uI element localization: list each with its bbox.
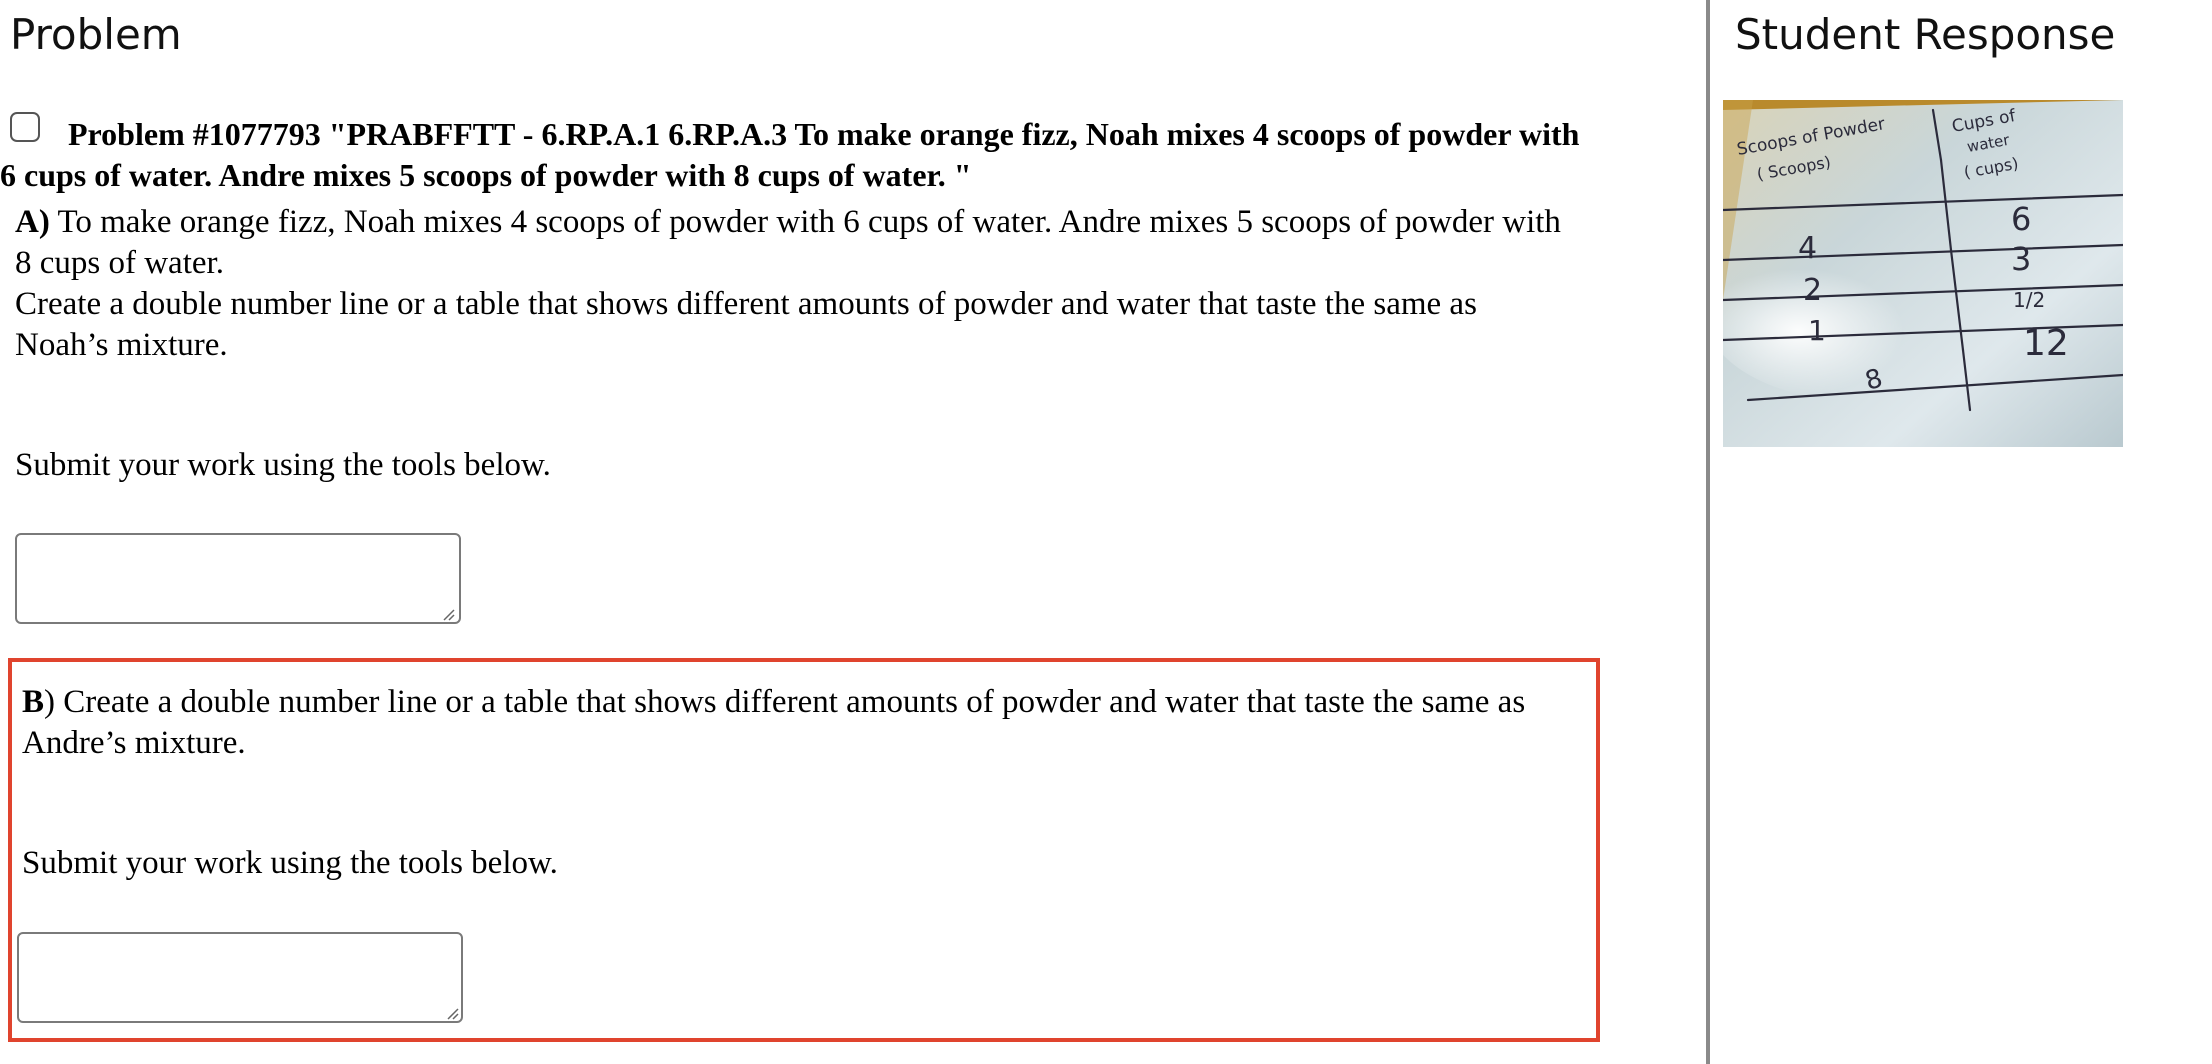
col2-header-line3: ( cups) (1962, 153, 2020, 182)
row2-scoops: 2 (1803, 273, 1823, 308)
part-a-paragraph-1 (15, 202, 1575, 284)
part-a-label: A) (15, 204, 50, 240)
part-b-highlight-box (8, 658, 1600, 1042)
handwritten-table-photo (1723, 100, 2123, 447)
col1-header-line2: ( Scoops) (1755, 152, 1833, 184)
part-a-text-1: To make orange fizz, Noah mixes 4 scoops of powder with 6 cups of water. Andre mixes 5 scoops of powder with 8 cups of water. (15, 204, 1561, 281)
row1-cups: 6 (2011, 200, 2032, 238)
part-a-text-2: Create a double number line or a table that shows different amounts of powder and water that taste the same as Noah’s mixture. (15, 286, 1477, 363)
part-a-resize-handle-icon[interactable] (441, 607, 455, 621)
row3-cups: 1/2 (2013, 288, 2046, 312)
col1-header-line1: Scoops of Powder (1735, 114, 1887, 160)
col2-header-line1: Cups of (1950, 106, 2017, 137)
part-a-submit-instructions (15, 445, 1575, 486)
part-b-answer-input[interactable] (17, 932, 463, 1023)
student-response-photo[interactable] (1723, 100, 2123, 447)
part-b-submit-text: Submit your work using the tools below. (22, 845, 558, 881)
student-response-panel (1710, 0, 2212, 1064)
part-a-prompt (15, 202, 1575, 366)
part-b-paragraph (22, 682, 1592, 764)
row2-cups: 3 (2011, 240, 2032, 278)
part-b-text: ) Create a double number line or a table that shows different amounts of powder and water that taste the same as Andre’s mixture. (22, 684, 1526, 761)
part-a-answer-input[interactable] (15, 533, 461, 624)
part-b-prompt (22, 682, 1592, 764)
problem-panel-heading: Problem (10, 10, 182, 59)
row4-scoops: 8 (1862, 363, 1886, 397)
col2-header-line2: water (1965, 130, 2011, 156)
student-response-heading: Student Response (1735, 10, 2116, 59)
part-b-submit-instructions (22, 843, 1592, 884)
part-b-label: B (22, 684, 45, 720)
row3-scoops: 1 (1808, 314, 1826, 347)
row1-scoops: 4 (1798, 231, 1818, 266)
problem-title: Problem #1077793 "PRABFFTT - 6.RP.A.1 6.RP.A.3 To make orange fizz, Noah mixes 4 scoops of powder with 6 cups of water. Andre mixes 5 scoops of powder with 8 cups of water. " (0, 116, 1580, 193)
part-a-submit-text: Submit your work using the tools below. (15, 447, 551, 483)
row4-cups: 12 (2023, 323, 2069, 364)
part-b-resize-handle-icon[interactable] (445, 1006, 459, 1020)
